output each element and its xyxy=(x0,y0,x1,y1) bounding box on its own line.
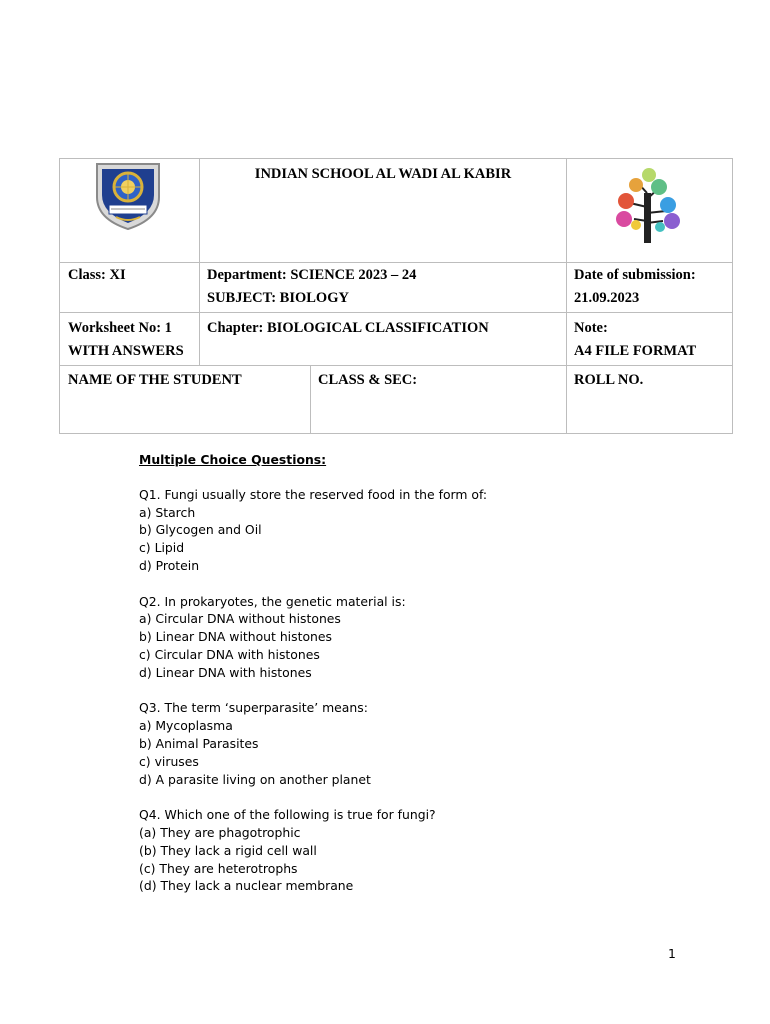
question-block xyxy=(139,699,699,788)
column-divider xyxy=(566,159,567,433)
option: a) Starch xyxy=(139,504,196,520)
option: d) Linear DNA with histones xyxy=(139,664,312,680)
subject-label: SUBJECT: BIOLOGY xyxy=(207,290,349,306)
question-text: Q1. Fungi usually store the reserved food in the form of: xyxy=(139,486,488,502)
option: (d) They lack a nuclear membrane xyxy=(139,878,354,894)
note-value: A4 FILE FORMAT xyxy=(574,343,697,359)
date-of-submission-label: Date of submission: xyxy=(574,267,696,283)
roll-no-label: ROLL NO. xyxy=(574,372,644,388)
question-text: Q2. In prokaryotes, the genetic material is: xyxy=(139,593,406,609)
option: b) Linear DNA without histones xyxy=(139,629,332,645)
option: c) viruses xyxy=(139,753,199,769)
worksheet-header-table xyxy=(59,158,733,434)
option: a) Mycoplasma xyxy=(139,718,233,734)
questions-section xyxy=(139,451,699,913)
option: c) Lipid xyxy=(139,540,185,556)
option: (b) They lack a rigid cell wall xyxy=(139,842,317,858)
question-block xyxy=(139,593,699,682)
option: d) Protein xyxy=(139,557,200,573)
worksheet-number: Worksheet No: 1 xyxy=(68,320,172,336)
option: d) A parasite living on another planet xyxy=(139,771,371,787)
tree-logo xyxy=(608,163,686,245)
row-divider xyxy=(60,312,732,313)
department-label: Department: SCIENCE 2023 – 24 xyxy=(207,267,417,283)
option: a) Circular DNA without histones xyxy=(139,611,341,627)
class-sec-label: CLASS & SEC: xyxy=(318,372,418,388)
question-text: Q3. The term ‘superparasite’ means: xyxy=(139,700,368,716)
school-crest-logo xyxy=(91,161,165,231)
date-of-submission-value: 21.09.2023 xyxy=(574,290,640,306)
student-name-label: NAME OF THE STUDENT xyxy=(68,372,242,388)
option: b) Glycogen and Oil xyxy=(139,522,262,538)
row-divider xyxy=(60,262,732,263)
question-text: Q4. Which one of the following is true for fungi? xyxy=(139,807,436,823)
question-block xyxy=(139,806,699,895)
option: (c) They are heterotrophs xyxy=(139,860,298,876)
chapter-label: Chapter: BIOLOGICAL CLASSIFICATION xyxy=(207,320,489,336)
school-name: INDIAN SCHOOL AL WADI AL KABIR xyxy=(254,166,512,182)
option: (a) They are phagotrophic xyxy=(139,824,301,840)
class-label: Class: XI xyxy=(68,267,126,283)
note-label: Note: xyxy=(574,320,608,336)
column-divider xyxy=(199,159,200,366)
section-title: Multiple Choice Questions: xyxy=(139,452,327,467)
option: b) Animal Parasites xyxy=(139,735,259,751)
option: c) Circular DNA with histones xyxy=(139,646,320,662)
page-number: 1 xyxy=(668,946,676,961)
row-divider xyxy=(60,365,732,366)
with-answers-label: WITH ANSWERS xyxy=(68,343,184,359)
question-block xyxy=(139,486,699,575)
column-divider xyxy=(310,365,311,433)
